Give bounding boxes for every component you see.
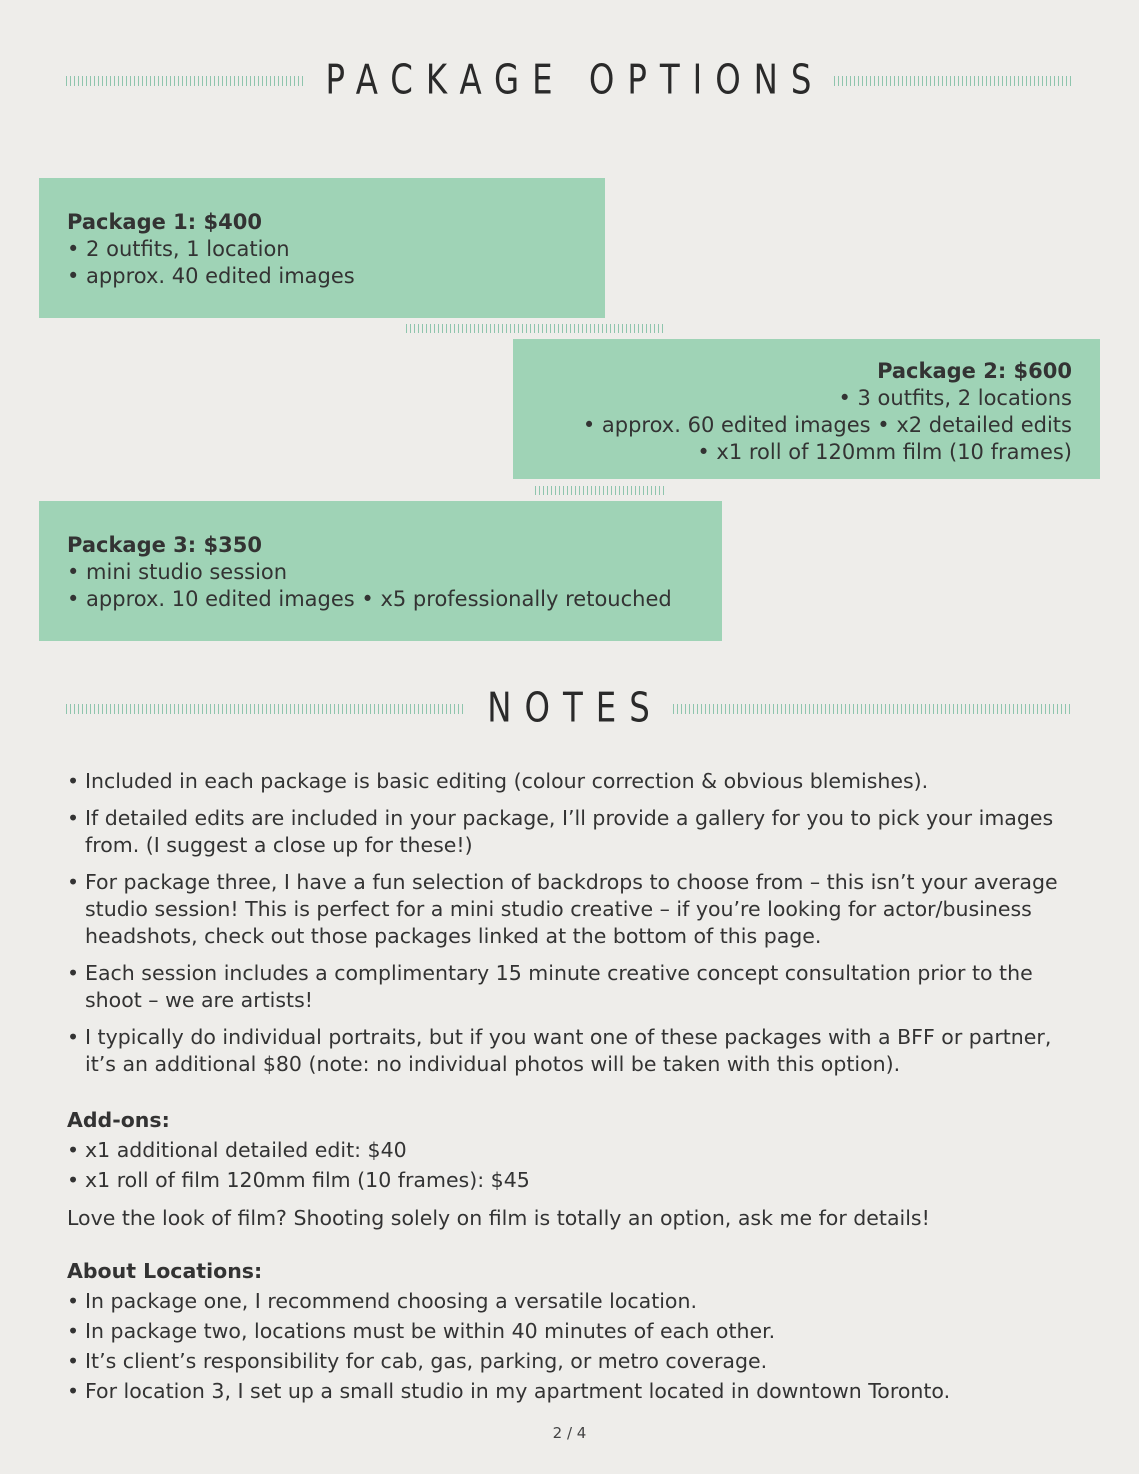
note-item: • Included in each package is basic editing (colour correction & obvious blemishes). bbox=[67, 769, 929, 793]
addon-item: • x1 additional detailed edit: $40 bbox=[67, 1138, 407, 1162]
package-3-title: Package 3: $350 bbox=[67, 533, 262, 557]
hatched-rule-right bbox=[673, 704, 1072, 714]
note-item: • Each session includes a complimentary 15 minute creative concept consultation prior to the shoot – we are artists! bbox=[67, 961, 1033, 1012]
package-3-card bbox=[39, 501, 722, 641]
package-2-line: • approx. 60 edited images • x2 detailed edits bbox=[582, 413, 1072, 437]
package-1-line: • approx. 40 edited images bbox=[67, 264, 355, 288]
hatched-rule-left bbox=[66, 76, 304, 86]
package-2-line: • 3 outfits, 2 locations bbox=[838, 386, 1072, 410]
location-item: • In package two, locations must be within 40 minutes of each other. bbox=[67, 1319, 776, 1343]
notes-list bbox=[67, 768, 1077, 1088]
hatched-rule-right bbox=[834, 76, 1072, 86]
package-3-line: • mini studio session bbox=[67, 560, 288, 584]
package-1-line: • 2 outfits, 1 location bbox=[67, 237, 290, 261]
hatched-rule-left bbox=[66, 704, 465, 714]
locations-section bbox=[67, 1256, 1077, 1406]
note-item: • For package three, I have a fun selection of backdrops to choose from – this isn’t your average studio session! This is perfect for a mini studio creative – if you’re looking for actor/business headshots, check out those packages linked at the bottom of this page. bbox=[67, 870, 1058, 948]
addon-item: • x1 roll of film 120mm film (10 frames): $45 bbox=[67, 1168, 530, 1192]
addons-title: Add-ons: bbox=[67, 1108, 170, 1132]
locations-title: About Locations: bbox=[67, 1259, 263, 1283]
hatched-connector bbox=[406, 324, 666, 333]
location-item: • For location 3, I set up a small studio in my apartment located in downtown Toronto. bbox=[67, 1379, 951, 1403]
page-number: 2 / 4 bbox=[552, 1424, 587, 1442]
notes-title: NOTES bbox=[487, 684, 663, 732]
addons-section bbox=[67, 1105, 1077, 1233]
location-item: • It’s client’s responsibility for cab, gas, parking, or metro coverage. bbox=[67, 1349, 768, 1373]
hatched-connector bbox=[535, 486, 666, 495]
package-1-card bbox=[39, 178, 605, 318]
package-2-line: • x1 roll of 120mm film (10 frames) bbox=[697, 440, 1072, 464]
film-note: Love the look of film? Shooting solely on film is totally an option, ask me for details! bbox=[67, 1206, 930, 1230]
note-item: • I typically do individual portraits, but if you want one of these packages with a BFF or partner, it’s an additional $80 (note: no individual photos will be taken with this option). bbox=[67, 1025, 1052, 1076]
package-options-title: PACKAGE OPTIONS bbox=[325, 56, 825, 104]
package-2-title: Package 2: $600 bbox=[877, 359, 1072, 383]
notes-header bbox=[66, 684, 1072, 732]
package-1-title: Package 1: $400 bbox=[67, 210, 262, 234]
note-item: • If detailed edits are included in your package, I’ll provide a gallery for you to pick your images from. (I suggest a close up for these!) bbox=[67, 806, 1054, 857]
package-options-header bbox=[66, 56, 1072, 104]
package-2-card bbox=[513, 339, 1100, 479]
package-3-line: • approx. 10 edited images • x5 professionally retouched bbox=[67, 587, 672, 611]
location-item: • In package one, I recommend choosing a versatile location. bbox=[67, 1289, 697, 1313]
